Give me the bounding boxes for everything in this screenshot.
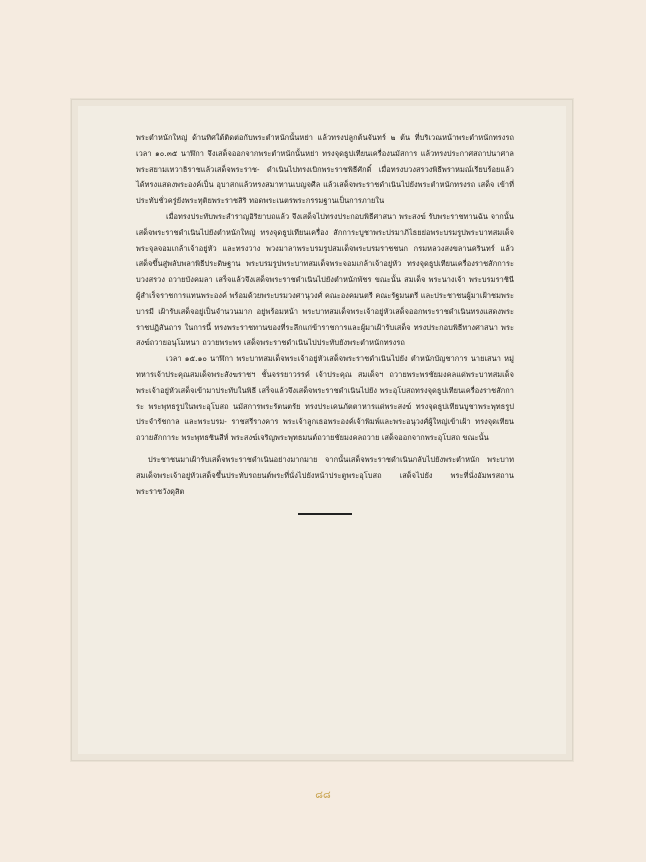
page-number: ๘๘: [315, 790, 331, 801]
paragraph-4: ประชาชนมาเฝ้ารับเสด็จพระราชดำเนินอย่างมากมาย จากนั้นเสด็จพระราชดำเนินกลับไปยังพระตำหนัก พระบาทสมเด็จพระเจ้าอยู่หัวเสด็จขึ้นประทับรถยนต์พระที่นั่งไปยังหน้าประตูพระอุโบสถ เสด็จไปยัง พระที่นั่งอัมพรสถาน พระราชวังดุสิต: [136, 454, 514, 496]
end-rule: [298, 513, 352, 515]
paragraph-1: พระตำหนักใหญ่ ด้านทิศใต้ติดต่อกับพระตำหนักนั้นหย่า แล้วทรงปลูกต้นจันทร์ ๒ ต้น ที่บริเวณหน้าพระตำหนักทรงรถ เวลา ๑๐.๓๕ นาฬิกา จึงเสด็จออกจากพระตำหนักนั้นหย่า ทรงจุดธูปเทียนเครื่องนมัสการ แล้วทรงประกาศสถาปนาศาลพระสยามเทวาธิราชแล้วเสด็จพระราช- ดำเนินไปทรงเบิกพระราชพิธีศักดิ์ เมื่อทรงบวงสรวงพิธีพราหมณ์เรียบร้อยแล้ว ได้ทรงแสดงพระองค์เป็น อุบาสกแล้วทรงสมาทานเบญจศีล แล้วเสด็จพระราชดำเนินไปยังพระตำหนักทรงรถ เสด็จ เข้าที่ประทับชั่วครู่ยังพระทุติยพระราชสิริ ทอดพระเนตรพระกรรมฐานเป็นการภายใน: [136, 133, 514, 206]
body-text: [136, 130, 514, 515]
paragraph-3: เวลา ๑๕.๑๐ นาฬิกา พระบาทสมเด็จพระเจ้าอยู่หัวเสด็จพระราชดำเนินไปยัง ตำหนักบัญชาการ นายเสนา หมู่ทหารเจ้าประคุณสมเด็จพระสังฆราชฯ ชั้นจรรยาวรรค์ เจ้าประคุณ สมเด็จฯ ถวายพระพรชัยมงคลแด่พระบาทสมเด็จพระเจ้าอยู่หัวเสด็จเข้ามาประทับในพิธี เสร็จแล้วจึงเสด็จพระราชดำเนินไปยัง พระอุโบสถทรงจุดธูปเทียนเครื่องราชสักการะ พระพุทธรูปในพระอุโบสถ นมัสการพระรัตนตรัย ทรงประเคนภัตตาหารแด่พระสงฆ์ ทรงจุดธูปเทียนบูชาพระพุทธรูปประจำรัชกาล และพระบรม- ราชสรีรางคาร พระเจ้าลูกเธอพระองค์เจ้าพิมพ์และพระอนุวงศ์ผู้ใหญ่เข้าเฝ้า ทรงจุดเทียนถวายสักการะ พระพุทธชินสีห์ พระสงฆ์เจริญพระพุทธมนต์ถวายชัยมงคลถวาย เสด็จออกจากพระอุโบสถ ขณะนั้น: [136, 354, 514, 443]
paragraph-2: เมื่อทรงประทับพระสำราญอิริยาบถแล้ว จึงเสด็จไปทรงประกอบพิธีศาสนา พระสงฆ์ รับพระราชทานฉัน จากนั้นเสด็จพระราชดำเนินไปยังตำหนักใหญ่ ทรงจุดธูปเทียนเครื่อง สักการะบูชาพระปรมาภิไธยย่อพระบรมรูปพระบาทสมเด็จพระจุลจอมเกล้าเจ้าอยู่หัว และทรงวาง พวงมาลาพระบรมรูปสมเด็จพระบรมราชชนก กรมหลวงสงขลานครินทร์ แล้วเสด็จขึ้นสู่พลับพลาพิธีประดิษฐาน พระบรมรูปพระบาทสมเด็จพระจอมเกล้าเจ้าอยู่หัว ทรงจุดธูปเทียนเครื่องราชสักการะบวงสรวง ถวายบังคมลา เสร็จแล้วจึงเสด็จพระราชดำเนินไปยังตำหนักพัชร ขณะนั้น สมเด็จ พระนางเจ้า พระบรมราชินี ผู้สำเร็จราชการแทนพระองค์ พร้อมด้วยพระบรมวงศานุวงศ์ คณะองคมนตรี คณะรัฐมนตรี และประชาชนผู้มาเฝ้าชมพระบารมี เฝ้ารับเสด็จอยู่เป็นจำนวนมาก อยู่พร้อมหน้า พระบาทสมเด็จพระเจ้าอยู่หัวเสด็จออกพระราชดำเนินทรงแสดงพระราชปฏิสันถาร ในการนี้ ทรงพระราชทานของที่ระลึกแก่ข้าราชการและผู้มาเฝ้ารับเสด็จ ทรงประกอบพิธีทางศาสนา พระสงฆ์ถวายอนุโมทนา ถวายพระพร เสด็จพระราชดำเนินไปประทับยังพระตำหนักทรงรถ: [136, 211, 514, 348]
scanned-page: [78, 106, 566, 754]
page-frame: [71, 99, 573, 761]
